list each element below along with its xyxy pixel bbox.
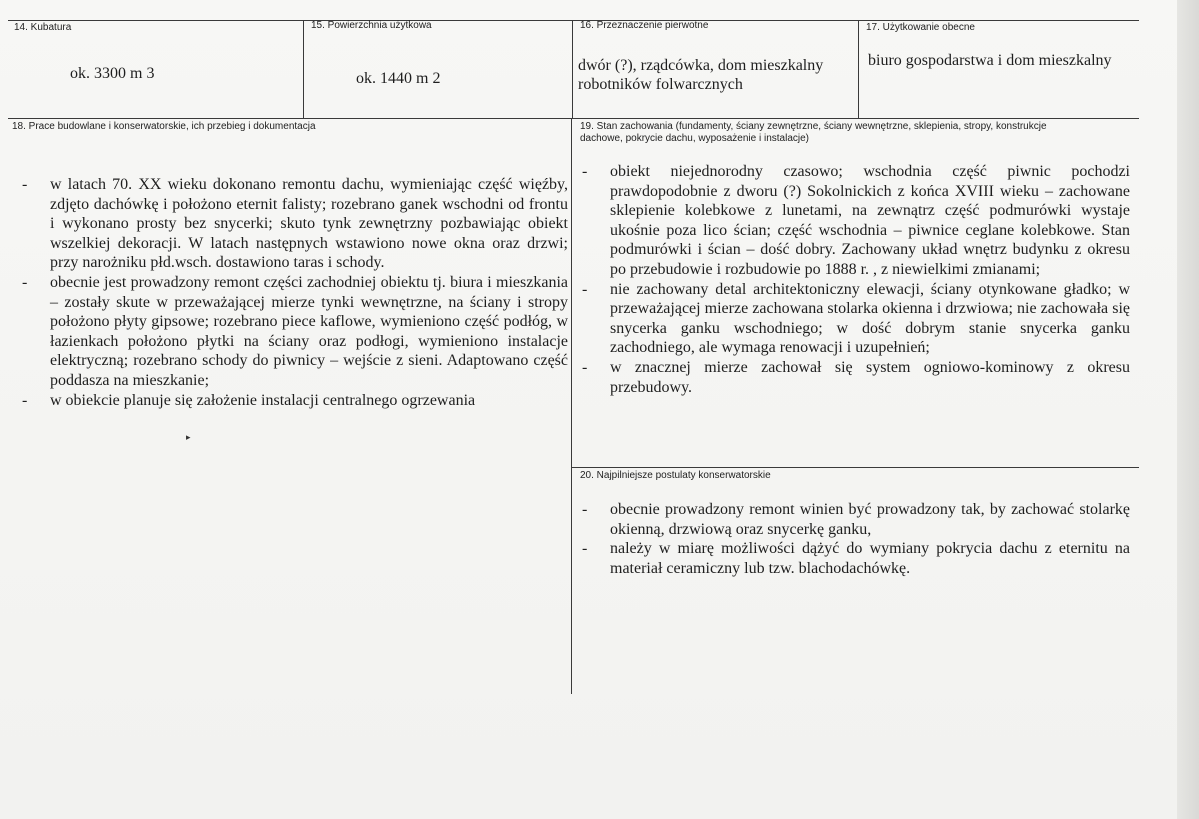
divider-15-16 bbox=[572, 20, 573, 118]
bullet-dash: - bbox=[22, 273, 28, 291]
row1-bottom-rule bbox=[8, 118, 1139, 119]
uzytkowanie-value: biuro gospodarstwa i dom mieszkalny bbox=[868, 52, 1112, 69]
divider-16-17 bbox=[858, 20, 859, 118]
top-rule bbox=[8, 20, 1139, 21]
przeznaczenie-label: 16. Przeznaczenie pierwotne bbox=[580, 20, 709, 31]
prace-list bbox=[18, 175, 568, 410]
stray-mark: ▸ bbox=[186, 432, 191, 442]
bullet-dash: - bbox=[582, 540, 588, 558]
prace-label: 18. Prace budowlane i konserwatorskie, ich przebieg i dokumentacja bbox=[12, 121, 316, 132]
stan-item: - obiekt niejednorodny czasowo; wschodnia część piwnic pochodzi prawdopodobnie z dworu (?) Sokolnickich z końca XVIII wieku – zachowane sklepienie kolebkowe z lunetami, na zewnątrz część podmurówki wystaje ukośnie poza lico ścian; część wschodnia – piwnice ceglane kolebkowe. Stan podmurówki i ścian – dość dobry. Zachowany układ wnętrz budynku z okresu po przebudowie i rozbudowie po 1888 r. , z niewielkimi zmianami; bbox=[582, 163, 1130, 278]
kubatura-value: ok. 3300 m 3 bbox=[70, 65, 155, 82]
prace-item: - w obiekcie planuje się założenie instalacji centralnego ogrzewania bbox=[22, 391, 476, 409]
bullet-dash: - bbox=[582, 501, 588, 518]
kubatura-label: 14. Kubatura bbox=[14, 22, 72, 33]
postulaty-list bbox=[578, 500, 1130, 578]
stan-item: - w znacznej mierze zachował się system ogniowo-kominowy z okresu przebudowy. bbox=[582, 358, 1130, 396]
bullet-dash: - bbox=[582, 163, 588, 180]
divider-14-15 bbox=[303, 20, 304, 118]
postulaty-label: 20. Najpilniejsze postulaty konserwatorskie bbox=[580, 470, 771, 481]
powierzchnia-value: ok. 1440 m 2 bbox=[356, 70, 441, 87]
paper-edge bbox=[1177, 0, 1199, 819]
bullet-dash: - bbox=[22, 176, 28, 193]
bullet-dash: - bbox=[582, 358, 588, 376]
bullet-dash: - bbox=[582, 280, 588, 298]
postulaty-top-rule bbox=[572, 467, 1139, 468]
powierzchnia-label: 15. Powierzchnia użytkowa bbox=[311, 20, 432, 31]
uzytkowanie-label: 17. Użytkowanie obecne bbox=[866, 22, 975, 33]
bullet-dash: - bbox=[22, 391, 28, 409]
prace-item: - obecnie jest prowadzony remont części zachodniej obiektu tj. biura i mieszkania – zostały skute w przeważającej mierze tynki wewnętrzne, na ściany i stropy położono płyty gipsowe; rozebrano piece kaflowe, wymieniono część podłóg, w łazienkach położono płytki na ściany oraz podłogi, wymieniono instalacje elektryczną; rozebrano schody do piwnicy – wejście z sieni. Adaptowano część poddasza na mieszkanie; bbox=[22, 273, 568, 389]
stan-item: - nie zachowany detal architektoniczny elewacji, ściany otynkowane gładko; w przeważającej mierze zachowana stolarka okienna i drzwiowa; nie zachowała się snycerka ganku wschodniego; w dość dobrym stanie snycerka ganku zachodniego, ale wymaga renowacji i uzupełnień; bbox=[582, 280, 1130, 357]
postulaty-item: - obecnie prowadzony remont winien być prowadzony tak, by zachować stolarkę okienną, drzwiową oraz snycerkę ganku, bbox=[582, 501, 1130, 538]
przeznaczenie-value: dwór (?), rządcówka, dom mieszkalny robotników folwarcznych bbox=[578, 57, 824, 93]
stan-list bbox=[578, 162, 1130, 397]
postulaty-item: - należy w miarę możliwości dążyć do wymiany pokrycia dachu z eternitu na materiał ceramiczny lub tzw. blachodachówkę. bbox=[582, 540, 1130, 577]
divider-18-19 bbox=[571, 118, 572, 694]
prace-item: - w latach 70. XX wieku dokonano remontu dachu, wymieniając część więźby, zdjęto dachówkę i położono eternit falisty; rozebrano ganek wschodni od frontu i wykonano prosty bez snycerki; skuto tynk zewnętrzny pozbawiając obiekt wszelkiej dekoracji. W latach następnych wstawiono nowe okna oraz drzwi; przy narożniku płd.wsch. dostawiono taras i schody. bbox=[22, 176, 568, 272]
stan-label: 19. Stan zachowania (fundamenty, ściany zewnętrzne, ściany wewnętrzne, sklepienia, stropy, konstrukcje dachowe, pokrycie dachu, wyposażenie i instalacje) bbox=[580, 121, 1047, 144]
